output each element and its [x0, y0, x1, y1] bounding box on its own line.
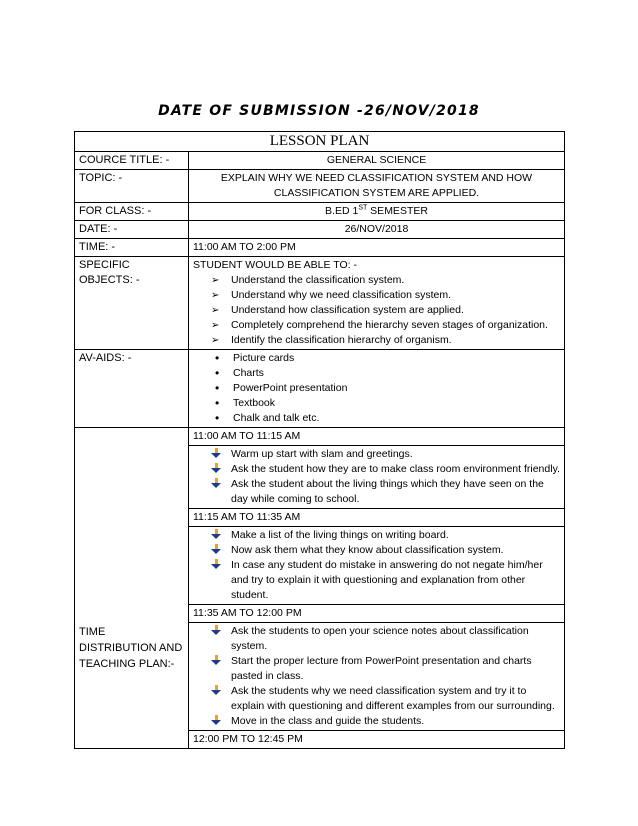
down-arrow-icon: [211, 529, 222, 540]
lesson-plan-table: [74, 131, 565, 749]
list-item-text: Start the proper lecture from PowerPoint presentation and charts pasted in class.: [231, 655, 532, 682]
bullet-dot-icon: •: [215, 381, 220, 395]
list-item-text: Now ask them what they know about classification system.: [231, 544, 504, 556]
arrowhead-icon: ➢: [211, 275, 220, 286]
list-item: [193, 366, 560, 381]
list-item: [193, 654, 560, 684]
list-item-text: Ask the student about the living things which they have seen on the day while coming to school.: [231, 478, 544, 505]
list-item: [193, 528, 560, 543]
specific-objects-cell: [189, 257, 565, 350]
slot-0-items-cell: [189, 446, 565, 509]
list-item: [193, 477, 560, 507]
list-item: [193, 288, 560, 303]
list-item: [193, 543, 560, 558]
list-item: [193, 714, 560, 729]
list-item-text: Textbook: [233, 397, 276, 409]
list-item-text: Ask the students why we need classification system and try it to explain with questioning and different examples from our surrounding.: [231, 685, 555, 712]
objectives-list: [193, 273, 560, 348]
down-arrow-icon: [211, 448, 222, 459]
down-arrow-icon: [211, 715, 222, 726]
list-item: [193, 447, 560, 462]
time-value: 11:00 AM TO 2:00 PM: [189, 239, 565, 257]
bullet-dot-icon: •: [215, 411, 220, 425]
slot-2-time: 11:35 AM TO 12:00 PM: [189, 605, 565, 623]
date-of-submission: DATE OF SUBMISSION -26/NOV/2018: [158, 103, 480, 119]
list-item-text: In case any student do mistake in answering do not negate him/her and try to explain it with questioning and explanation from other student.: [231, 559, 543, 601]
down-arrow-icon: [211, 559, 222, 570]
list-item-text: Understand how classification system are applied.: [231, 304, 464, 316]
date-label: DATE: -: [75, 221, 189, 239]
slot-1-time: 11:15 AM TO 11:35 AM: [189, 509, 565, 527]
arrowhead-icon: ➢: [211, 305, 220, 316]
for-class-value: [189, 203, 565, 221]
slot-3-time: 12:00 PM TO 12:45 PM: [189, 731, 565, 749]
list-item: [193, 303, 560, 318]
av-aids-row: [75, 350, 565, 428]
for-class-sup: ST: [358, 204, 368, 212]
av-aids-cell: [189, 350, 565, 428]
bullet-dot-icon: •: [215, 396, 220, 410]
for-class-label: FOR CLASS: -: [75, 203, 189, 221]
down-arrow-icon: [211, 685, 222, 696]
slot-1-list: [193, 528, 560, 603]
list-item: [193, 684, 560, 714]
bullet-dot-icon: •: [215, 351, 220, 365]
list-item: [193, 273, 560, 288]
time-label: TIME: -: [75, 239, 189, 257]
specific-objects-intro: STUDENT WOULD BE ABLE TO: -: [193, 259, 357, 271]
for-class-post: SEMESTER: [367, 205, 428, 217]
bullet-dot-icon: •: [215, 366, 220, 380]
time-distribution-label: TIME DISTRIBUTION AND TEACHING PLAN:-: [75, 428, 189, 749]
time-row: [75, 239, 565, 257]
slot-0-time-row: [75, 428, 565, 446]
arrowhead-icon: ➢: [211, 320, 220, 331]
list-item-text: Understand why we need classification system.: [231, 289, 452, 301]
lesson-plan-heading: LESSON PLAN: [75, 132, 565, 152]
slot-0-list: [193, 447, 560, 507]
list-item-text: PowerPoint presentation: [233, 382, 348, 394]
list-item: [193, 318, 560, 333]
list-item: [193, 351, 560, 366]
for-class-pre: B.ED 1: [325, 205, 359, 217]
course-title-row: [75, 152, 565, 170]
down-arrow-icon: [211, 625, 222, 636]
date-row: [75, 221, 565, 239]
topic-value: EXPLAIN WHY WE NEED CLASSIFICATION SYSTEM AND HOW CLASSIFICATION SYSTEM ARE APPLIED.: [189, 170, 565, 203]
list-item-text: Make a list of the living things on writing board.: [231, 529, 449, 541]
specific-objects-label: SPECIFIC OBJECTS: -: [75, 257, 189, 350]
list-item: [193, 396, 560, 411]
down-arrow-icon: [211, 478, 222, 489]
list-item-text: Picture cards: [233, 352, 295, 364]
list-item-text: Identify the classification hierarchy of organism.: [231, 334, 452, 346]
down-arrow-icon: [211, 463, 222, 474]
arrowhead-icon: ➢: [211, 290, 220, 301]
down-arrow-icon: [211, 544, 222, 555]
down-arrow-icon: [211, 655, 222, 666]
slot-2-items-cell: [189, 623, 565, 731]
av-aids-list: [193, 351, 560, 426]
list-item-text: Completely comprehend the hierarchy seven stages of organization.: [231, 319, 548, 331]
slot-2-list: [193, 624, 560, 729]
course-title-label: COURCE TITLE: -: [75, 152, 189, 170]
slot-1-items-cell: [189, 527, 565, 605]
list-item: [193, 462, 560, 477]
header-row: [75, 132, 565, 152]
list-item: [193, 624, 560, 654]
course-title-value: GENERAL SCIENCE: [189, 152, 565, 170]
topic-label: TOPIC: -: [75, 170, 189, 203]
list-item-text: Charts: [233, 367, 264, 379]
list-item-text: Warm up start with slam and greetings.: [231, 448, 413, 460]
list-item-text: Ask the students to open your science notes about classification system.: [231, 625, 529, 652]
list-item: [193, 333, 560, 348]
specific-objects-row: [75, 257, 565, 350]
list-item-text: Move in the class and guide the students.: [231, 715, 425, 727]
av-aids-label: AV-AIDS: -: [75, 350, 189, 428]
list-item-text: Understand the classification system.: [231, 274, 405, 286]
slot-0-time: 11:00 AM TO 11:15 AM: [189, 428, 565, 446]
list-item: [193, 558, 560, 603]
list-item-text: Chalk and talk etc.: [233, 412, 320, 424]
list-item: [193, 381, 560, 396]
topic-row: [75, 170, 565, 203]
arrowhead-icon: ➢: [211, 335, 220, 346]
list-item-text: Ask the student how they are to make class room environment friendly.: [231, 463, 560, 475]
date-value: 26/NOV/2018: [189, 221, 565, 239]
for-class-row: [75, 203, 565, 221]
list-item: [193, 411, 560, 426]
